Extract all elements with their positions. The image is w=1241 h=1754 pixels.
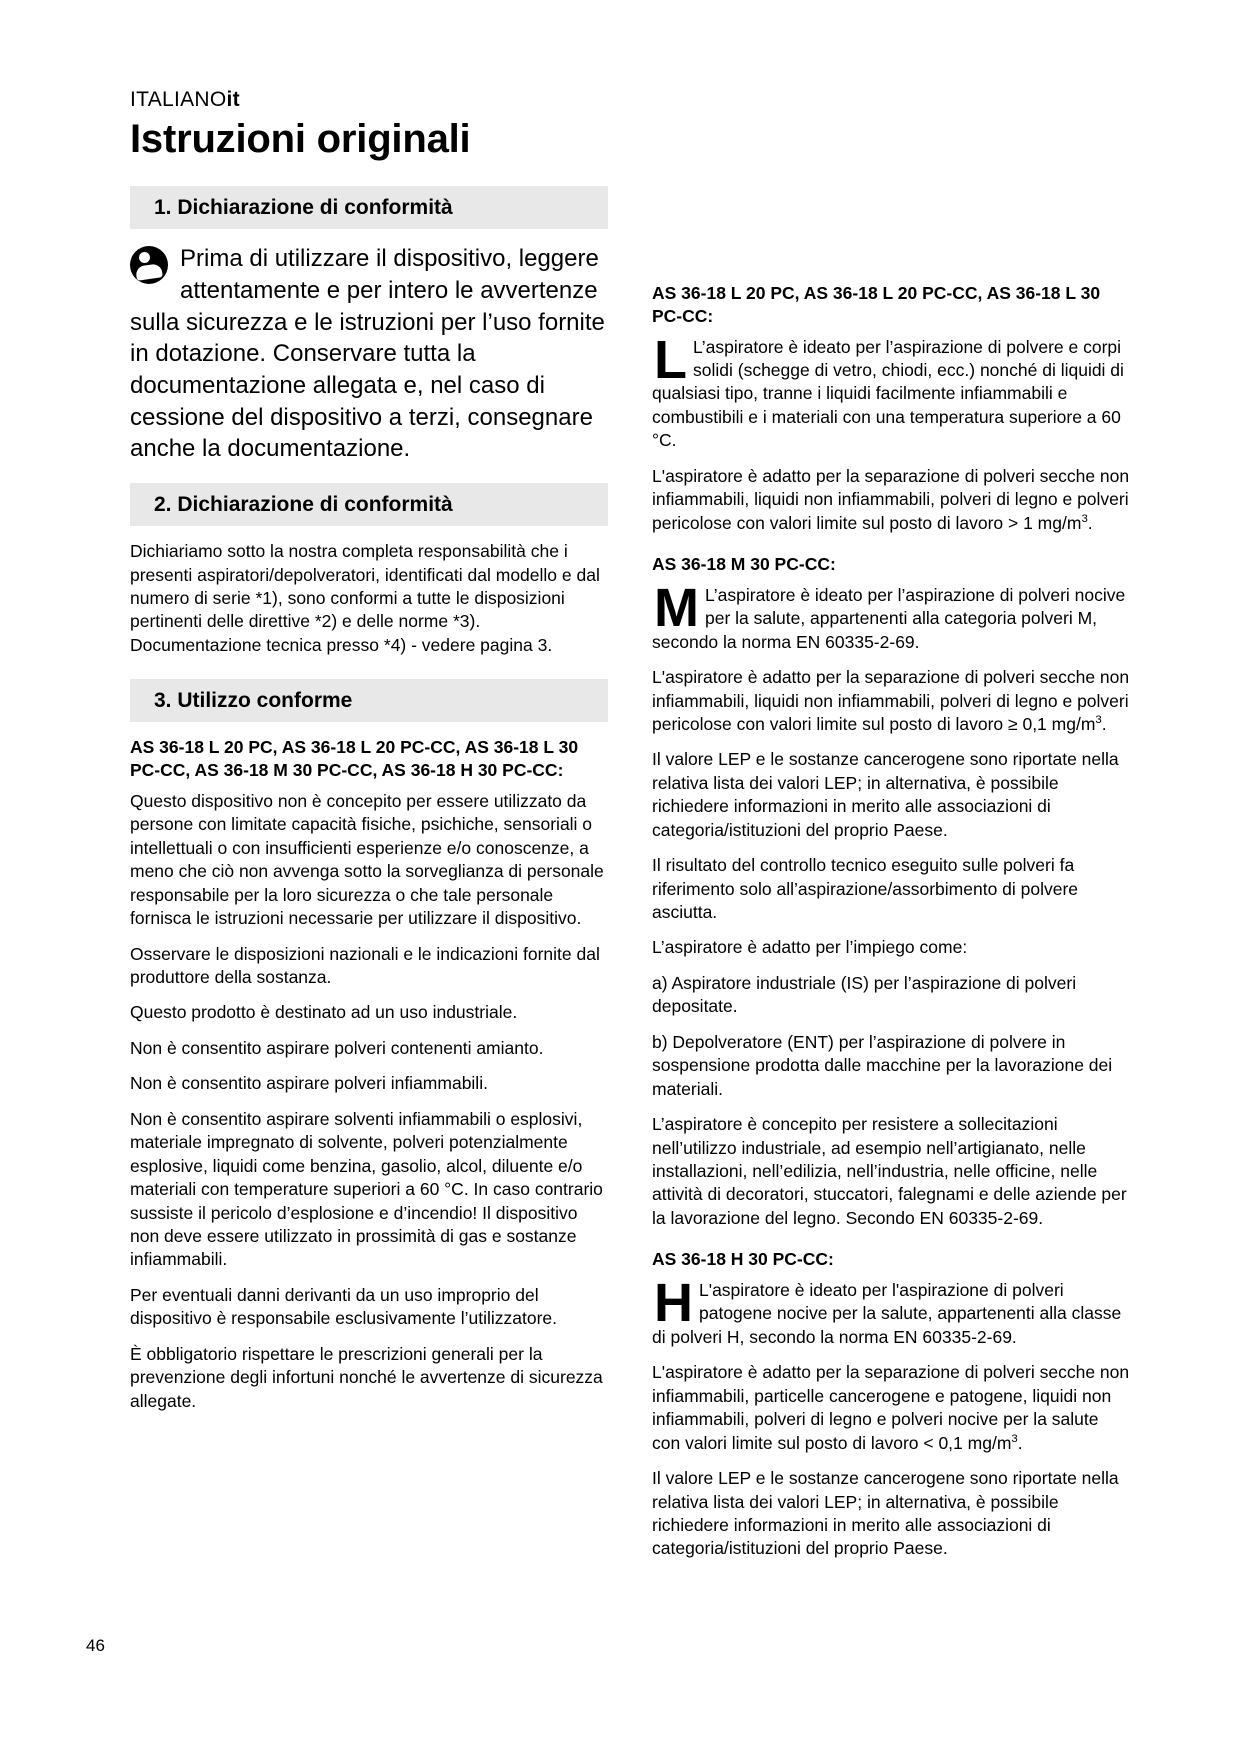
- dropcap-m: M: [654, 577, 699, 638]
- section3-paragraph-4: Non è consentito aspirare polveri contenenti amianto.: [130, 1037, 544, 1058]
- block-h-paragraph-2-sup: 3: [1011, 1432, 1018, 1445]
- block-m-paragraph-2-pre: L'aspiratore è adatto per la separazione di polveri secche non infiammabili, liquidi non infiammabili, polveri di legno e polveri pericolose con valori limite sul posto di lavoro ≥ 0,1 mg/m: [652, 667, 1130, 734]
- block-h-models-heading: AS 36-18 H 30 PC-CC:: [652, 1249, 834, 1270]
- block-m-paragraph-6: a) Aspiratore industriale (IS) per l’aspirazione di polveri depositate.: [652, 972, 1077, 1017]
- block-m-paragraph-5: L’aspiratore è adatto per l’impiego come:: [652, 937, 968, 958]
- section-heading-3: 3. Utilizzo conforme: [130, 679, 608, 722]
- block-m-paragraph-8: L’aspiratore è concepito per resistere a sollecitazioni nell’utilizzo industriale, ad esempio nell’artigianato, nelle installazioni, nell’edilizia, nell’industria, nelle officine, nelle attività di decoratori, stuccatori, falegnami e delle aziende per la lavorazione del legno. Secondo EN 60335-2-69.: [652, 1114, 1127, 1228]
- block-m-paragraph-2-post: .: [1101, 713, 1107, 734]
- section2-paragraph-1: Dichiariamo sotto la nostra completa responsabilità che i presenti aspiratori/depolveratori, identificati dal modello e dal numero di serie *1), sono conformi a tutte le disposizioni pertinenti delle direttive *2) e delle norme *3). Documentazione tecnica presso *4) - vedere pagina 3.: [130, 541, 600, 655]
- safety-lead-paragraph: [130, 243, 608, 465]
- block-l-intro-text: L’aspiratore è ideato per l’aspirazione di polvere e corpi solidi (schegge di vetro, chiodi, ecc.) nonché di liquidi di qualsiasi tipo, tranne i liquidi facilmente infiammabili e combustibili e i materiali con una temperatura superiore a 60 °C.: [652, 336, 1124, 451]
- section3-paragraph-5: Non è consentito aspirare polveri infiammabili.: [130, 1073, 488, 1094]
- block-m-paragraph-2-sup: 3: [1095, 714, 1102, 727]
- section3-paragraph-3: Questo prodotto è destinato ad un uso industriale.: [130, 1002, 518, 1023]
- language-line: [130, 88, 1130, 112]
- block-m-models-heading: AS 36-18 M 30 PC-CC:: [652, 554, 836, 574]
- section-heading-1: 1. Dichiarazione di conformità: [130, 186, 608, 229]
- right-column: [652, 186, 1130, 1573]
- section3-paragraph-6: Non è consentito aspirare solventi infiammabili o esplosivi, materiale impregnato di solvente, polveri potenzialmente esplosive, liquidi come benzina, gasolio, alcol, diluente e/o materiali con temperature superiori a 60 °C. In caso contrario sussiste il pericolo d’esplosione e d’incendio! Il dispositivo non deve essere utilizzato in prossimità di gas e sostanze infiammabili.: [130, 1108, 603, 1270]
- section3-models-heading: AS 36-18 L 20 PC, AS 36-18 L 20 PC-CC, AS 36-18 L 30 PC-CC, AS 36-18 M 30 PC-CC, AS 36-18 H 30 PC-CC:: [130, 737, 579, 781]
- block-l-paragraph-2-post: .: [1087, 512, 1093, 533]
- block-h-paragraph-2-pre: L'aspiratore è adatto per la separazione di polveri secche non infiammabili, particelle cancerogene e patogene, liquidi non infiammabili, polveri di legno e polveri nocive per la salute con valori limite sul posto di lavoro < 0,1 mg/m: [652, 1362, 1130, 1453]
- safety-lead-text: Prima di utilizzare il dispositivo, leggere attentamente e per intero le avvertenze sulla sicurezza e le istruzioni per l’uso fornite in dotazione. Conservare tutta la documentazione allegata e, nel caso di cessione del dispositivo a terzi, consegnare anche la documentazione.: [130, 245, 605, 463]
- block-l-intro: [652, 329, 1130, 453]
- read-manual-icon: [130, 246, 168, 284]
- block-h-paragraph-2-post: .: [1017, 1432, 1023, 1453]
- block-m-paragraph-7: b) Depolveratore (ENT) per l’aspirazione di polvere in sospensione prodotta dalle macchine per la lavorazione dei materiali.: [652, 1031, 1113, 1099]
- page-number: 46: [86, 1636, 105, 1655]
- block-m-paragraph-2: [652, 666, 1130, 736]
- page-title: Istruzioni originali: [130, 117, 471, 161]
- page-content: [130, 88, 1130, 1573]
- block-m-intro-text: L’aspiratore è ideato per l’aspirazione di polveri nocive per la salute, appartenenti alla categoria polveri M, secondo la norma EN 60335-2-69.: [652, 584, 1126, 652]
- section-heading-2: 2. Dichiarazione di conformità: [130, 483, 608, 526]
- language-code: it: [226, 88, 240, 111]
- block-h-intro-text: L'aspiratore è ideato per l'aspirazione di polveri patogene nocive per la salute, appartenenti alla classe di polveri H, secondo la norma EN 60335-2-69.: [652, 1280, 1122, 1347]
- block-m-intro: [652, 577, 1130, 654]
- dropcap-l: L: [654, 329, 687, 390]
- block-l-paragraph-2-sup: 3: [1081, 512, 1088, 525]
- section3-paragraph-7: Per eventuali danni derivanti da un uso improprio del dispositivo è responsabile esclusivamente l’utilizzatore.: [130, 1284, 558, 1329]
- section3-paragraph-8: È obbligatorio rispettare le prescrizioni generali per la prevenzione degli infortuni nonché le avvertenze di sicurezza allegate.: [130, 1343, 603, 1411]
- language-name: ITALIANO: [130, 88, 227, 111]
- block-l-models-heading: AS 36-18 L 20 PC, AS 36-18 L 20 PC-CC, AS 36-18 L 30 PC-CC:: [652, 283, 1101, 326]
- block-m-paragraph-4: Il risultato del controllo tecnico eseguito sulle polveri fa riferimento solo all’aspirazione/assorbimento di polvere asciutta.: [652, 855, 1079, 922]
- block-h-paragraph-2: [652, 1361, 1130, 1455]
- section3-paragraph-2: Osservare le disposizioni nazionali e le indicazioni fornite dal produttore della sostanza.: [130, 943, 600, 988]
- block-m-paragraph-3: Il valore LEP e le sostanze cancerogene sono riportate nella relativa lista dei valori LEP; in alternativa, è possibile richiedere informazioni in merito alle associazioni di categoria/istituzioni del proprio Paese.: [652, 749, 1119, 840]
- block-l-paragraph-2: [652, 465, 1130, 535]
- block-h-intro: [652, 1273, 1130, 1349]
- dropcap-h: H: [654, 1273, 693, 1333]
- two-column-layout: [130, 186, 1130, 1573]
- left-column: [130, 186, 608, 1573]
- section3-paragraph-1: Questo dispositivo non è concepito per essere utilizzato da persone con limitate capacità fisiche, psichiche, sensoriali o intellettuali o con insufficienti esperienze e/o conoscenze, a meno che ciò non avvenga sotto la sorveglianza di personale responsabile per la loro sicurezza o che tale personale fornisca le istruzioni necessarie per utilizzare il dispositivo.: [130, 790, 604, 929]
- block-h-paragraph-3: Il valore LEP e le sostanze cancerogene sono riportate nella relativa lista dei valori LEP; in alternativa, è possibile richiedere informazioni in merito alle associazioni di categoria/istituzioni del proprio Paese.: [652, 1468, 1119, 1559]
- block-l-paragraph-2-pre: L'aspiratore è adatto per la separazione di polveri secche non infiammabili, liquidi non infiammabili, polveri di legno e polveri pericolose con valori limite sul posto di lavoro > 1 mg/m: [652, 465, 1130, 533]
